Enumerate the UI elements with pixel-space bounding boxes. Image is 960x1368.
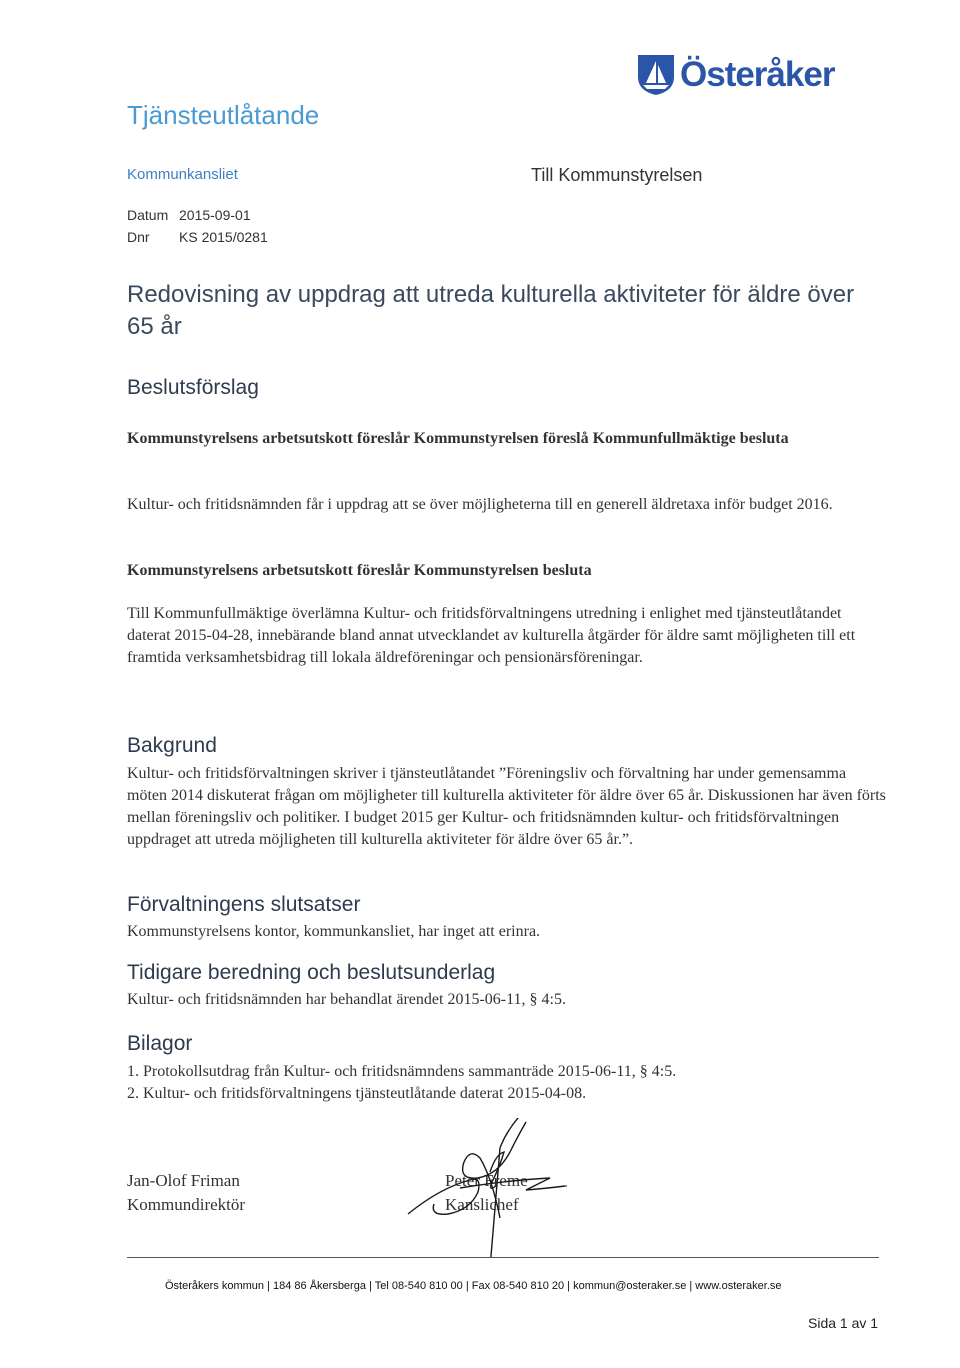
- tidigare-text: Kultur- och fritidsnämnden har behandlat ärendet 2015-06-11, § 4:5.: [127, 991, 566, 1008]
- proposal2-text: Till Kommunfullmäktige överlämna Kultur- och fritidsförvaltningens utredning i enlighet med tjänsteutlåtandet daterat 2015-04-28, innebärande bland annat utvecklandet av kulturella åtgärder för äldre samt möjligheten till ett framtida verksamhetsbidrag till lokala äldreföreningar och pensionärsföreningar.: [127, 605, 856, 666]
- signatory-left-title: Kommundirektör: [127, 1195, 246, 1214]
- osteraker-logo: [636, 50, 834, 100]
- slutsatser-text: Kommunstyrelsens kontor, kommunkansliet, har inget att erinra.: [127, 923, 541, 940]
- date-label: Datum: [127, 207, 169, 223]
- bakgrund-heading: Bakgrund: [127, 734, 217, 757]
- page-title: Redovisning av uppdrag att utreda kulturella aktiviteter för äldre över 65 år: [127, 281, 855, 340]
- page-number: Sida 1 av 1: [808, 1315, 879, 1331]
- department: Kommunkansliet: [127, 166, 238, 183]
- bilagor-heading: Bilagor: [127, 1032, 193, 1055]
- meta-dnr: [127, 229, 268, 245]
- tidigare-heading: Tidigare beredning och beslutsunderlag: [127, 961, 496, 984]
- beslutsforslag-heading: Beslutsförslag: [127, 376, 259, 399]
- meta-date: [127, 207, 251, 223]
- signatory-left-name: Jan-Olof Friman: [127, 1171, 240, 1190]
- proposal1-heading: Kommunstyrelsens arbetsutskott föreslår Kommunstyrelsen föreslå Kommunfullmäktige besluta: [127, 430, 789, 447]
- municipal-shield-icon: [636, 53, 676, 97]
- slutsatser-heading: Förvaltningens slutsatser: [127, 893, 361, 916]
- logo-wordmark: Österåker: [680, 55, 835, 94]
- proposal2-heading: Kommunstyrelsens arbetsutskott föreslår Kommunstyrelsen besluta: [127, 562, 592, 579]
- signatory-right-title: Kanslichef: [445, 1195, 519, 1214]
- dnr-value: KS 2015/0281: [179, 229, 268, 245]
- signatory-left: [127, 1169, 245, 1217]
- bilaga-item: 2. Kultur- och fritidsförvaltningens tjänsteutlåtande daterat 2015-04-08.: [127, 1085, 587, 1102]
- proposal1-text: Kultur- och fritidsnämnden får i uppdrag att se över möjligheterna till en generell äldretaxa inför budget 2016.: [127, 496, 833, 513]
- date-value: 2015-09-01: [179, 207, 251, 223]
- handwritten-signature: [400, 1118, 570, 1258]
- footer-contact: Österåkers kommun | 184 86 Åkersberga | Tel 08-540 810 00 | Fax 08-540 810 20 | kommun@osteraker.se | www.osteraker.se: [165, 1280, 782, 1292]
- bilaga-item: 1. Protokollsutdrag från Kultur- och fritidsnämndens sammanträde 2015-06-11, § 4:5.: [127, 1063, 677, 1080]
- dnr-label: Dnr: [127, 229, 150, 245]
- recipient: Till Kommunstyrelsen: [531, 165, 703, 185]
- document-type: Tjänsteutlåtande: [127, 100, 320, 130]
- bakgrund-text: Kultur- och fritidsförvaltningen skriver i tjänsteutlåtandet ”Föreningsliv och förvaltning har under gemensamma möten 2014 diskuterat frågan om möjligheter till kulturella aktiviteter för äldre över 65 år. Diskussionen har även förts mellan föreningsliv och politiker. I budget 2015 ger Kultur- och fritidsnämnden kultur- och fritidsförvaltningen uppdraget att utreda möjligheten till kulturella aktiviteter för äldre över 65 år.”.: [127, 765, 886, 848]
- footer-divider: [127, 1257, 879, 1258]
- signatory-right-name: Peter Freme: [445, 1171, 528, 1190]
